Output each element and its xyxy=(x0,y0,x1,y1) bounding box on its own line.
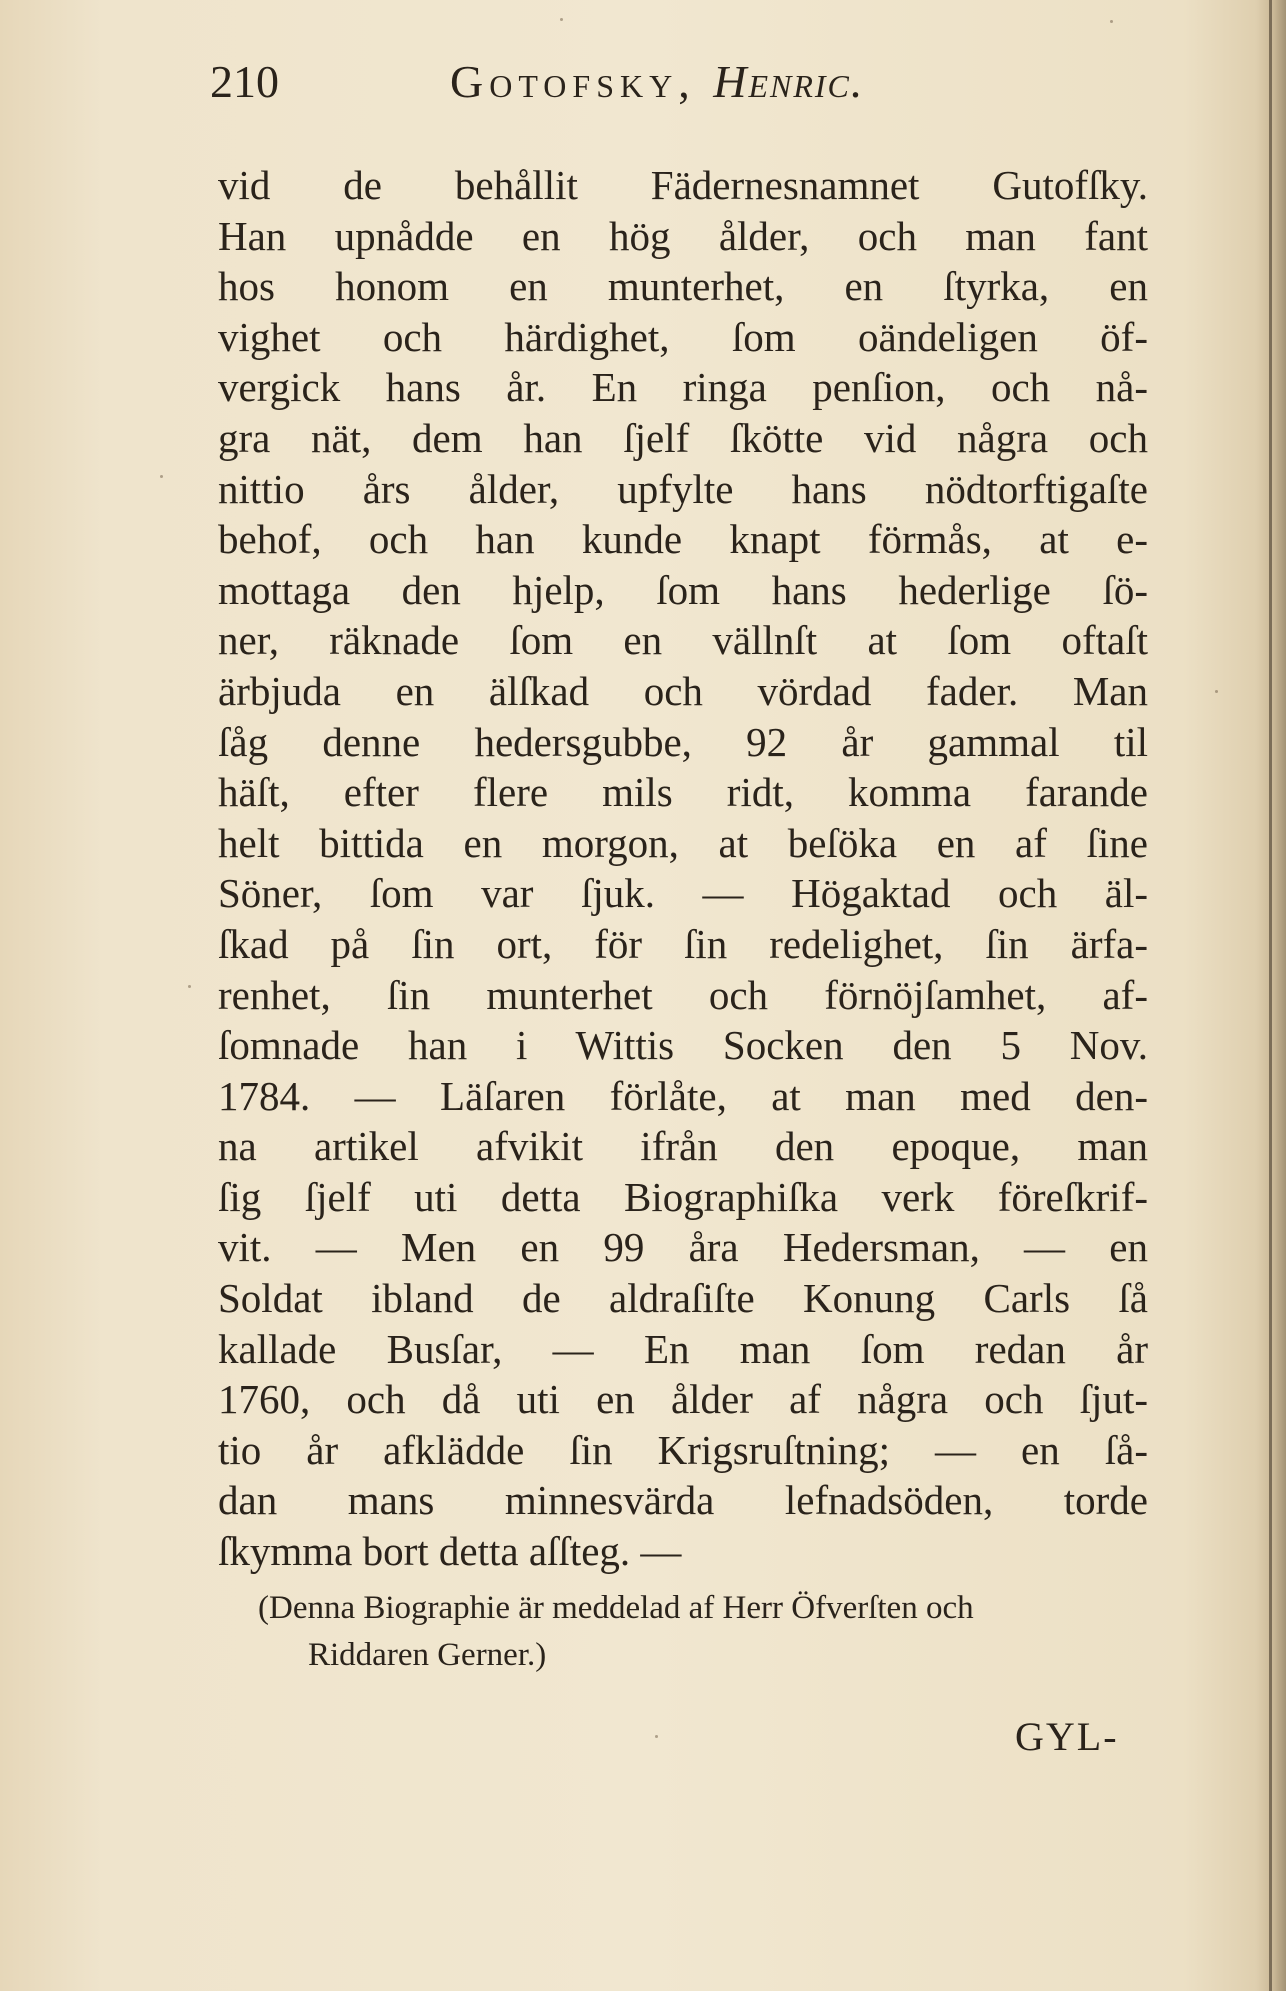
text-line: vighet och härdighet, ſom oändeligen öf- xyxy=(218,313,1148,360)
text-line: ſåg denne hedersgubbe, 92 år gammal til xyxy=(218,718,1148,765)
speck xyxy=(160,475,163,478)
running-head-given-name: Henric. xyxy=(713,56,865,107)
text-line: gra nät, dem han ſjelf ſkötte vid några och xyxy=(218,414,1148,461)
text-line: ſkymma bort detta aſſteg. — xyxy=(218,1528,682,1575)
text-line: ſomnade han i Wittis Socken den 5 Nov. xyxy=(218,1022,1148,1069)
text-line: ärbjuda en älſkad och vördad fader. Man xyxy=(218,667,1148,714)
footnote-line-1: (Denna Biographie är meddelad af Herr Öfverſten och xyxy=(258,1590,974,1626)
catchword: GYL- xyxy=(1015,1714,1119,1759)
speck xyxy=(1110,20,1113,23)
text-line: mottaga den hjelp, ſom hans hederlige ſö- xyxy=(218,566,1148,613)
text-line: tio år afklädde ſin Krigsruſtning; — en ſå- xyxy=(218,1426,1148,1473)
text-line: ſkad på ſin ort, för ſin redelighet, ſin ärfa- xyxy=(218,920,1148,967)
text-line: behof, och han kunde knapt förmås, at e- xyxy=(218,516,1148,563)
speck xyxy=(188,985,191,988)
running-head xyxy=(450,52,864,112)
text-line: helt bittida en morgon, at beſöka en af ſine xyxy=(218,819,1148,866)
text-line: ner, räknade ſom en vällnſt at ſom oftaſt xyxy=(218,617,1148,664)
text-line: nittio års ålder, upfylte hans nödtorftigaſte xyxy=(218,465,1148,512)
speck xyxy=(655,1735,658,1738)
page-number: 210 xyxy=(210,56,279,107)
body-text xyxy=(218,160,1148,1577)
running-head-surname: Gotofsky, xyxy=(450,56,696,107)
page-fold-line xyxy=(1269,0,1272,1991)
footnote-line-2: Riddaren Gerner.) xyxy=(308,1637,547,1673)
text-line: Han upnådde en hög ålder, och man fant xyxy=(218,212,1148,259)
text-line: kallade Busſar, — En man ſom redan år xyxy=(218,1325,1148,1372)
text-line: dan mans minnesvärda lefnadsöden, torde xyxy=(218,1477,1148,1524)
footnote xyxy=(258,1585,1148,1679)
text-line: ſig ſjelf uti detta Biographiſka verk föreſkrif- xyxy=(218,1173,1148,1220)
speck xyxy=(560,18,563,21)
text-line: na artikel afvikit ifrån den epoque, man xyxy=(218,1123,1148,1170)
text-line: hos honom en munterhet, en ſtyrka, en xyxy=(218,263,1148,310)
text-line: 1760, och då uti en ålder af några och ſjut- xyxy=(218,1376,1148,1423)
text-line: 1784. — Läſaren förlåte, at man med den- xyxy=(218,1072,1148,1119)
text-line: häſt, efter flere mils ridt, komma farande xyxy=(218,769,1148,816)
text-line: vid de behållit Fädernesnamnet Gutofſky. xyxy=(218,162,1148,208)
text-line: vergick hans år. En ringa penſion, och nå- xyxy=(218,364,1148,411)
speck xyxy=(1215,690,1218,693)
text-line: Soldat ibland de aldraſiſte Konung Carls ſå xyxy=(218,1275,1148,1322)
page-header xyxy=(210,52,1110,112)
text-line: vit. — Men en 99 åra Hedersman, — en xyxy=(218,1224,1148,1271)
text-line: renhet, ſin munterhet och förnöjſamhet, af- xyxy=(218,971,1148,1018)
text-line: Söner, ſom var ſjuk. — Högaktad och äl- xyxy=(218,870,1148,917)
